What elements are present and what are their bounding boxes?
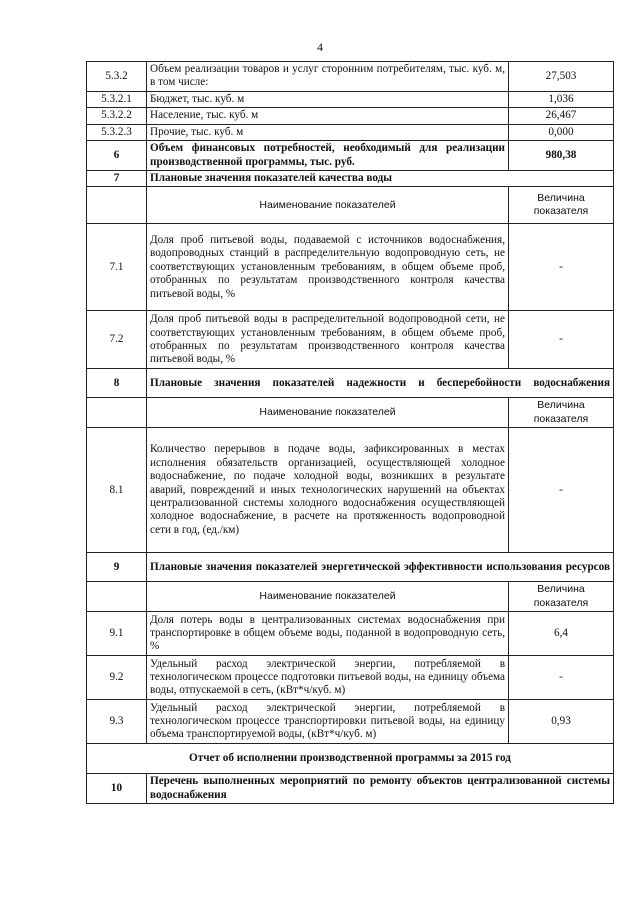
row-text: Доля проб питьевой воды, подаваемой с источников водоснабжения, водопроводных станций в распределительную водопроводную сеть, не соответствующих установленным требованиям, в общем объеме проб, отобранных по результатам производственного контроля качества питьевой воды, % [147, 224, 509, 311]
table-row [87, 700, 614, 744]
table-row [87, 124, 614, 140]
row-number: 5.3.2.3 [87, 124, 147, 140]
row-text: Прочие, тыс. куб. м [147, 124, 509, 140]
row-value: - [509, 224, 614, 311]
table-row [87, 108, 614, 124]
row-value: - [509, 656, 614, 700]
table-row [87, 656, 614, 700]
row-number: 7.2 [87, 311, 147, 369]
section-title: Перечень выполненных мероприятий по ремонту объектов централизованной системы водоснабжения [147, 774, 614, 804]
row-value: 0,93 [509, 700, 614, 744]
empty-cell [87, 582, 147, 612]
row-number: 9.3 [87, 700, 147, 744]
indicator-name-header: Наименование показателей [147, 398, 509, 428]
row-number: 9.1 [87, 612, 147, 656]
section-number: 8 [87, 369, 147, 398]
section-number: 7 [87, 171, 147, 187]
row-number: 5.3.2.2 [87, 108, 147, 124]
section-row [87, 774, 614, 804]
row-number: 7.1 [87, 224, 147, 311]
row-text: Бюджет, тыс. куб. м [147, 91, 509, 107]
row-text: Доля проб питьевой воды в распределительной водопроводной сети, не соответствующих установленным требованиям, в общем объеме проб, отобранных по результатам производственного контроля качества питьевой воды, % [147, 311, 509, 369]
table-row [87, 311, 614, 369]
row-number: 9.2 [87, 656, 147, 700]
row-value: - [509, 311, 614, 369]
row-number: 5.3.2.1 [87, 91, 147, 107]
section-number: 10 [87, 774, 147, 804]
indicator-header-row [87, 398, 614, 428]
row-text: Количество перерывов в подаче воды, зафиксированных в местах исполнения обязательств организацией, осуществляющей холодное водоснабжение, по подаче холодной воды, возникших в результате аварий, повреждений и иных технологических нарушений на объектах централизованной системы холодного водоснабжения осуществляющей холодное водоснабжение, в расчете на протяженность водопроводной сети в год, (ед./км) [147, 428, 509, 553]
section-number: 9 [87, 553, 147, 582]
row-number: 8.1 [87, 428, 147, 553]
section-title: Плановые значения показателей энергетической эффективности использования ресурсов [147, 553, 614, 582]
row-value: 26,467 [509, 108, 614, 124]
table-row [87, 141, 614, 171]
row-text: Население, тыс. куб. м [147, 108, 509, 124]
row-text: Удельный расход электрической энергии, потребляемой в технологическом процессе транспортировки питьевой воды, на единицу объема транспортируемой воды, (кВт*ч/куб. м) [147, 700, 509, 744]
indicator-name-header: Наименование показателей [147, 187, 509, 224]
section-title: Плановые значения показателей надежности и бесперебойности водоснабжения [147, 369, 614, 398]
table-row [87, 612, 614, 656]
empty-cell [87, 187, 147, 224]
indicator-name-header: Наименование показателей [147, 582, 509, 612]
row-value: 1,036 [509, 91, 614, 107]
indicator-value-header: Величина показателя [509, 582, 614, 612]
indicator-value-header: Величина показателя [509, 187, 614, 224]
row-value: - [509, 428, 614, 553]
indicator-header-row [87, 582, 614, 612]
section-row [87, 369, 614, 398]
row-text: Доля потерь воды в централизованных системах водоснабжения при транспортировке в общем объеме воды, поданной в водопроводную сеть, % [147, 612, 509, 656]
row-value: 27,503 [509, 62, 614, 92]
row-number: 6 [87, 141, 147, 171]
table-row [87, 91, 614, 107]
section-row [87, 553, 614, 582]
table-row [87, 428, 614, 553]
table-row [87, 62, 614, 92]
row-value: 6,4 [509, 612, 614, 656]
row-text: Удельный расход электрической энергии, потребляемой в технологическом процессе подготовки питьевой воды, на единицу объема воды, отпускаемой в сеть, (кВт*ч/куб. м) [147, 656, 509, 700]
section-title: Плановые значения показателей качества воды [147, 171, 614, 187]
row-number: 5.3.2 [87, 62, 147, 92]
row-text: Объем финансовых потребностей, необходимый для реализации производственной программы, тыс. руб. [147, 141, 509, 171]
empty-cell [87, 398, 147, 428]
section-row [87, 171, 614, 187]
report-heading-row [87, 744, 614, 774]
production-program-table [86, 61, 614, 804]
row-text: Объем реализации товаров и услуг сторонним потребителям, тыс. куб. м, в том числе: [147, 62, 509, 92]
table-row [87, 224, 614, 311]
row-value: 0,000 [509, 124, 614, 140]
indicator-value-header: Величина показателя [509, 398, 614, 428]
page-number: 4 [317, 40, 323, 54]
indicator-header-row [87, 187, 614, 224]
report-heading: Отчет об исполнении производственной программы за 2015 год [87, 744, 614, 774]
row-value: 980,38 [509, 141, 614, 171]
